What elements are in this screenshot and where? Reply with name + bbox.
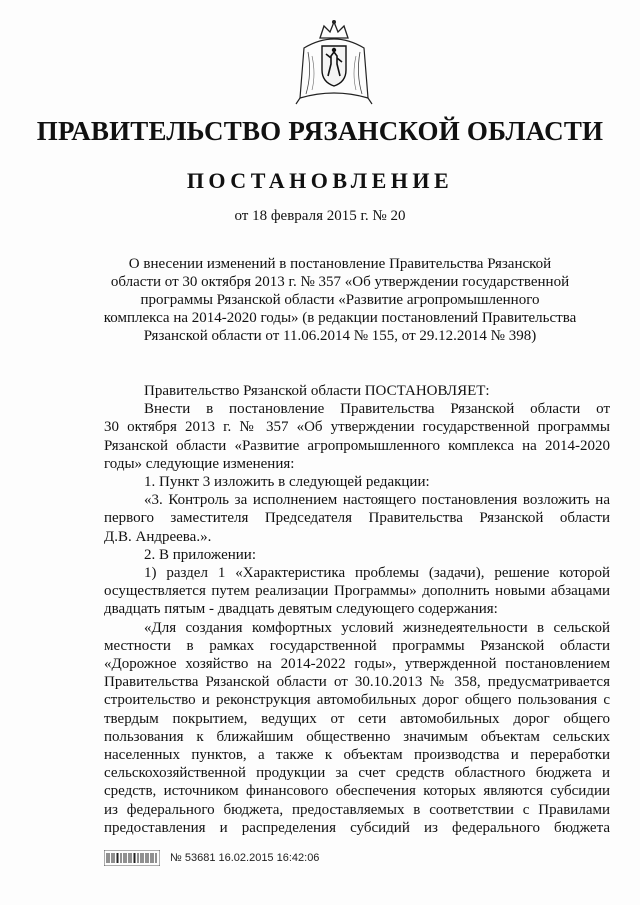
- body-line: «3. Контроль за исполнением настоящего постановления возложить на: [144, 492, 610, 509]
- body-line: пользования к ближайшим общественно значимым объектам сельских: [104, 728, 610, 745]
- subject-line: области от 30 октября 2013 г. № 357 «Об утверждении государственной: [110, 274, 570, 290]
- body-line: «Дорожное хозяйство на 2014-2022 годы», утвержденной постановлением: [104, 656, 610, 673]
- body-line: Правительства Рязанской области от 30.10.2013 № 358, предусматривается: [104, 674, 610, 691]
- document-date-number: от 18 февраля 2015 г. № 20: [234, 208, 406, 224]
- body-line: из федерального бюджета, предоставляемых в соответствии с Правилами: [104, 801, 610, 818]
- body-line: Рязанской области «Развитие агропромышленного комплекса на 2014-2020: [104, 437, 610, 454]
- body-line: 2. В приложении:: [144, 546, 256, 563]
- subject-line: комплекса на 2014-2020 годы» (в редакции постановлений Правительства: [103, 310, 577, 326]
- body-line: твердым покрытием, ведущих от сети автомобильных дорог общего: [104, 710, 610, 727]
- document-type: ПОСТАНОВЛЕНИЕ: [186, 168, 454, 193]
- body-line: первого заместителя Председателя Правительства Рязанской области: [104, 510, 610, 527]
- document-body: [104, 382, 610, 837]
- body-line: предоставления и распределения субсидий из федерального бюджета: [104, 819, 610, 836]
- registration-stamp: № 53681 16.02.2015 16:42:06: [170, 852, 320, 864]
- body-line: Внести в постановление Правительства Рязанской области от: [144, 401, 610, 418]
- body-line: годы» следующие изменения:: [104, 455, 295, 472]
- document-subject: [100, 255, 580, 345]
- subject-line: программы Рязанской области «Развитие агропромышленного: [140, 292, 540, 308]
- body-line: строительство и реконструкция автомобильных дорог общего пользования с: [104, 692, 610, 709]
- body-line: местности в рамках государственной программы Рязанской области: [104, 637, 610, 654]
- body-line: 1) раздел 1 «Характеристика проблемы (задачи), решение которой: [144, 565, 610, 582]
- body-line: 30 октября 2013 г. № 357 «Об утверждении государственной программы: [104, 419, 610, 436]
- body-line: населенных пунктов, а также к объектам производства и переработки: [104, 747, 610, 764]
- document-footer: [104, 848, 319, 868]
- subject-line: О внесении изменений в постановление Правительства Рязанской: [128, 256, 552, 272]
- body-line: Д.В. Андреева.».: [104, 528, 212, 545]
- subject-line: Рязанской области от 11.06.2014 № 155, от 29.12.2014 № 398): [143, 328, 537, 344]
- body-line: 1. Пункт 3 изложить в следующей редакции:: [144, 474, 430, 491]
- body-line: осуществляется путем реализации Программы» дополнить новыми абзацами: [104, 583, 610, 600]
- body-line: двадцать пятым - двадцать девятым следующего содержания:: [104, 601, 498, 618]
- government-name: ПРАВИТЕЛЬСТВО РЯЗАНСКОЙ ОБЛАСТИ: [36, 116, 604, 146]
- coat-of-arms-icon: [290, 18, 378, 106]
- body-line: «Для создания комфортных условий жизнедеятельности в сельской: [144, 619, 610, 636]
- body-line: Правительство Рязанской области ПОСТАНОВЛЯЕТ:: [144, 383, 490, 399]
- barcode-icon: [104, 850, 160, 866]
- body-line: средств, источником финансового обеспечения которых являются субсидии: [104, 783, 610, 800]
- body-line: сельскохозяйственной продукции за счет средств областного бюджета и: [104, 765, 610, 782]
